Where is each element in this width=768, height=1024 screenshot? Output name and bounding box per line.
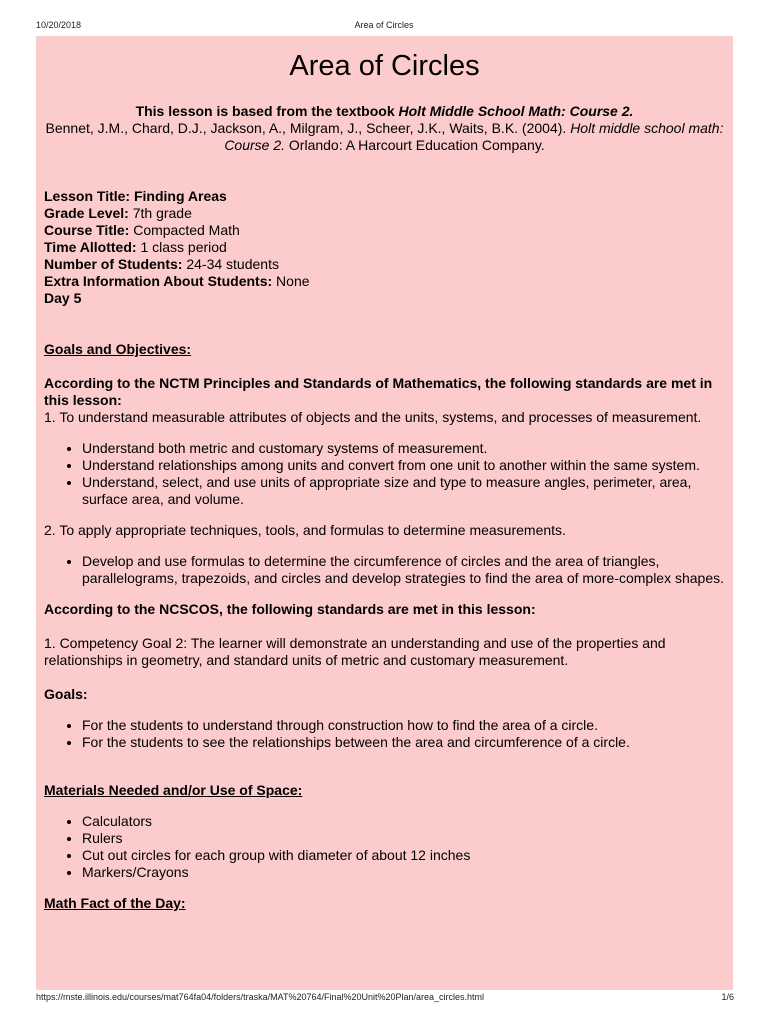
list-item: • For the students to see the relationships between the area and circumference of a circle. [82,734,725,751]
print-header [0,0,768,34]
citation-publisher: Orlando: A Harcourt Education Company. [285,137,545,153]
list-item: • Develop and use formulas to determine the circumference of circles and the area of triangles, parallelograms, trapezoids, and circles and develop strategies to find the area of more-complex shapes. [82,553,725,587]
based-on-book: Holt Middle School Math: Course 2. [398,103,634,119]
meta-row: Day 5 [44,290,82,306]
list-item: • Calculators [82,813,725,830]
document-content [36,36,733,912]
meta-row: Grade Level: 7th grade [44,205,192,221]
nctm-standard-1-list [44,440,725,508]
goals-list [44,717,725,751]
list-item: • For the students to understand through construction how to find the area of a circle. [82,717,725,734]
list-item: • Rulers [82,830,725,847]
citation-authors: Bennet, J.M., Chard, D.J., Jackson, A., Milgram, J., Scheer, J.K., Waits, B.K. (2004). [45,120,571,136]
materials-heading: Materials Needed and/or Use of Space: [44,782,303,798]
source-note [44,103,725,154]
meta-row: Number of Students: 24-34 students [44,256,279,272]
page-number: 1/6 [721,992,734,1002]
list-item: • Understand, select, and use units of appropriate size and type to measure angles, perimeter, area, surface area, and volume. [82,474,725,508]
math-fact-heading: Math Fact of the Day: [44,895,186,911]
list-item: • Cut out circles for each group with diameter of about 12 inches [82,847,725,864]
ncscos-standard-1: 1. Competency Goal 2: The learner will demonstrate an understanding and use of the properties and relationships in geometry, and standard units of metric and customary measurement. [44,635,666,668]
print-url: https://mste.illinois.edu/courses/mat764fa04/folders/traska/MAT%20764/Final%20Unit%20Plan/area_circles.html [36,992,485,1002]
list-item: • Understand relationships among units and convert from one unit to another within the same system. [82,457,725,474]
nctm-intro: According to the NCTM Principles and Standards of Mathematics, the following standards are met in this lesson: [44,375,713,408]
nctm-standard-2: 2. To apply appropriate techniques, tools, and formulas to determine measurements. [44,522,566,538]
print-footer [0,992,768,1008]
citation-title: Holt middle school math: Course 2. [224,120,724,153]
meta-row: Extra Information About Students: None [44,273,310,289]
meta-row: Time Allotted: 1 class period [44,239,227,255]
print-title: Area of Circles [354,20,414,30]
goals-objectives-heading: Goals and Objectives: [44,341,192,357]
ncscos-intro: According to the NCSCOS, the following standards are met in this lesson: [44,601,536,617]
document-page [36,36,733,990]
list-item: • Understand both metric and customary systems of measurement. [82,440,725,457]
nctm-standard-1: 1. To understand measurable attributes of objects and the units, systems, and processes of measurement. [44,409,702,425]
print-date: 10/20/2018 [36,20,82,30]
meta-row: Lesson Title: Finding Areas [44,188,227,204]
page-title: Area of Circles [289,50,480,82]
materials-list [44,813,725,881]
based-on-prefix: This lesson is based from the textbook [135,103,399,119]
list-item: • Markers/Crayons [82,864,725,881]
lesson-meta [44,188,725,307]
goals-label: Goals: [44,686,88,702]
nctm-standard-2-list [44,553,725,587]
meta-row: Course Title: Compacted Math [44,222,240,238]
